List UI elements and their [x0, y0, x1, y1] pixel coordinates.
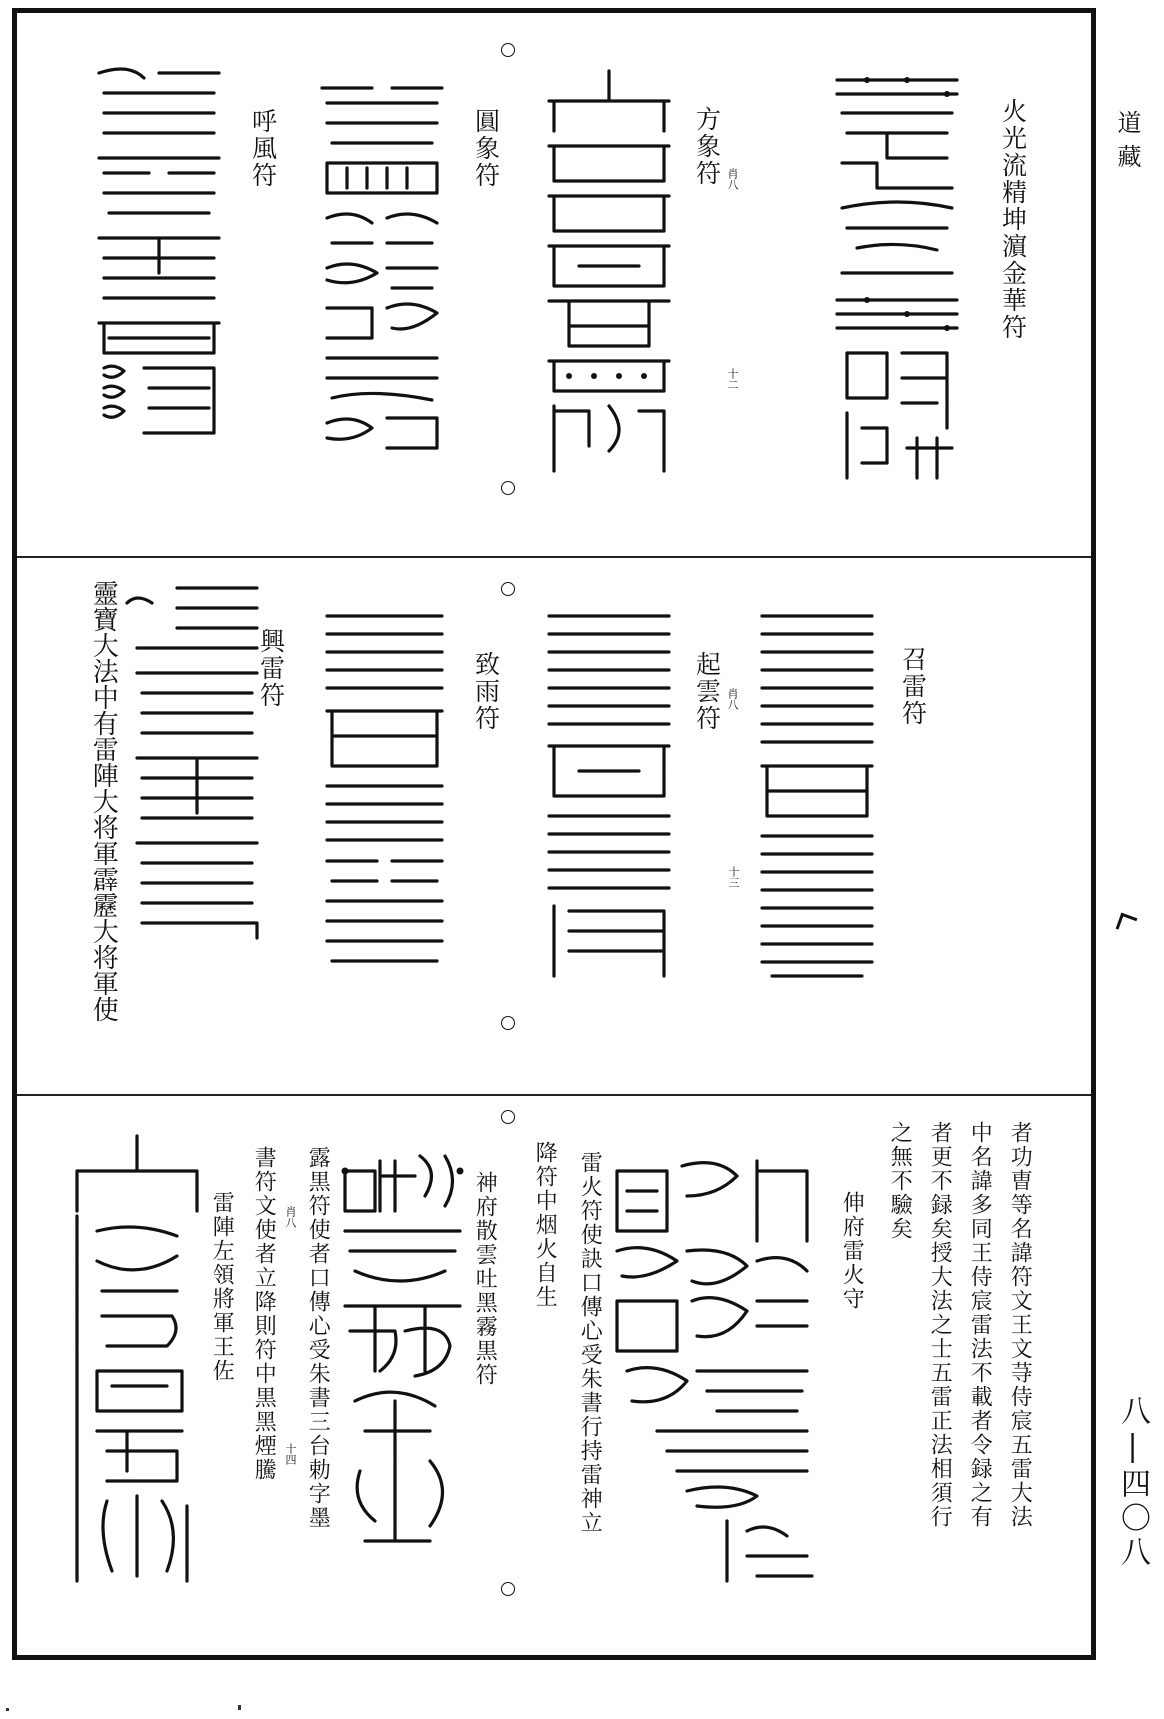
- binding-mark: [1116, 913, 1138, 935]
- talisman-figure: [317, 606, 452, 976]
- talisman-figure: [827, 68, 967, 488]
- text-column: 中名諱多同王侍宸雷法不載者令録之有: [967, 1121, 993, 1529]
- talisman-text: 露黒符使者口傳心受朱書三台勅字墨: [305, 1146, 331, 1530]
- talisman-figure: [539, 71, 679, 481]
- talisman-figure: [539, 606, 679, 986]
- talisman-title: 召雷符: [898, 646, 928, 727]
- note: 肖八: [726, 168, 739, 190]
- talisman-title: 伸府雷火守: [839, 1191, 865, 1311]
- talisman-figure: [335, 1141, 465, 1561]
- circle-mark: [501, 1582, 515, 1596]
- note: 十二: [726, 368, 739, 390]
- circle-mark: [501, 1110, 515, 1124]
- note: 十三: [727, 866, 740, 888]
- talisman-title: 火光流精坤濵金華符: [998, 98, 1028, 341]
- panel-top: [17, 13, 1091, 558]
- panel-middle: [17, 558, 1091, 1096]
- talisman-title: 興雷符: [256, 628, 286, 709]
- page-number: 八|四〇八: [1115, 1395, 1150, 1570]
- vertical-text-column: 靈寶大法中有雷陣大将軍霹靂大将軍使: [88, 580, 119, 1022]
- circle-mark: [501, 481, 515, 495]
- scan-mark: [238, 1705, 241, 1710]
- talisman-text: 降符中烟火自生: [532, 1141, 558, 1309]
- collection-label: 道藏: [1113, 110, 1141, 178]
- talisman-title: 神府散雲吐黑霧黒符: [472, 1171, 498, 1387]
- page-frame: [12, 8, 1096, 1660]
- panel-bottom: [17, 1096, 1091, 1655]
- talisman-figure: [752, 606, 882, 986]
- talisman-figure: [67, 1131, 207, 1591]
- talisman-figure: [89, 63, 229, 443]
- circle-mark: [501, 43, 515, 57]
- talisman-text: 雷陣左領將軍王佐: [209, 1191, 235, 1383]
- text-column: 之無不驗矣: [887, 1121, 913, 1241]
- talisman-figure: [607, 1151, 817, 1591]
- note: 肖八: [726, 688, 739, 710]
- text-column: 者更不録矣授大法之士五雷正法相須行: [927, 1121, 953, 1529]
- text-column: 者功曺等名諱符文王文䒭侍宸五雷大法: [1007, 1121, 1033, 1529]
- talisman-text: 雷火符使訣口傳心受朱書行持雷神立: [577, 1151, 603, 1535]
- note: 肖八: [284, 1206, 297, 1228]
- note: 十四: [284, 1443, 297, 1465]
- talisman-title: 致雨符: [471, 651, 501, 732]
- talisman-title: 呼風符: [248, 108, 278, 189]
- talisman-figure: [117, 573, 267, 953]
- scan-mark: [6, 1708, 9, 1711]
- circle-mark: [501, 1016, 515, 1030]
- talisman-title: 起雲符: [692, 651, 722, 732]
- talisman-text: 書符文使者立降則符中黒黑煙騰: [251, 1146, 277, 1482]
- circle-mark: [501, 582, 515, 596]
- talisman-title: 圓象符: [471, 108, 501, 189]
- talisman-figure: [312, 68, 452, 458]
- talisman-title: 方象符: [692, 106, 722, 187]
